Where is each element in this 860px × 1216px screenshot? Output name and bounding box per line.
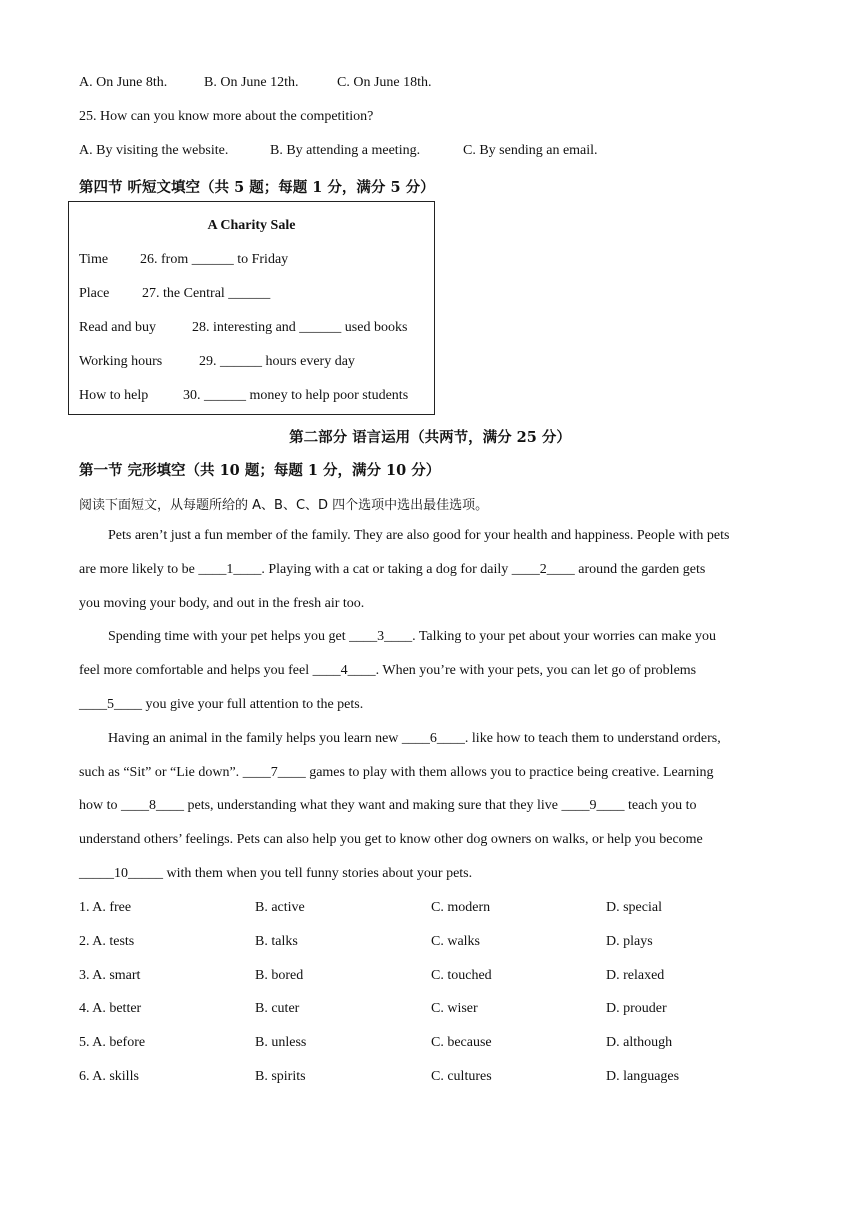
- text: games to play with them allows you to practice being creative. Learning: [305, 765, 714, 780]
- text: . Talking to your pet about your worries can make you: [412, 629, 717, 644]
- text: . Playing with a cat or taking a dog for daily: [261, 562, 512, 577]
- choice: B. unless: [255, 1035, 307, 1050]
- passage-line: you moving your body, and out in the fresh air too.: [79, 596, 365, 611]
- blank-6: ____6____: [401, 731, 465, 746]
- q25-options: [79, 143, 598, 159]
- choice: 6. A. skills: [79, 1069, 139, 1084]
- passage-line: [79, 866, 784, 882]
- row-label: How to help: [79, 388, 149, 403]
- option: B. By attending a meeting.: [270, 143, 421, 158]
- text: Having an animal in the family helps you learn new: [108, 731, 402, 746]
- q25-question: 25. How can you know more about the competition?: [79, 109, 374, 124]
- blank-3: ____3____: [349, 629, 413, 644]
- passage-line: [79, 663, 784, 679]
- passage-line: Pets aren’t just a fun member of the family. They are also good for your health and happiness. People with pets: [108, 528, 730, 543]
- choice: B. active: [255, 900, 305, 915]
- charity-row-time: [79, 252, 288, 268]
- text: how to: [79, 798, 121, 813]
- section1-heading: 第一节 完形填空（共 10 题；每题 1 分，满分 10 分）: [79, 462, 441, 479]
- choice: B. talks: [255, 934, 298, 949]
- option: C. On June 18th.: [337, 75, 432, 90]
- row-value: 28. interesting and ______ used books: [192, 320, 408, 335]
- choice: C. touched: [431, 968, 492, 983]
- row-label: Time: [79, 252, 109, 267]
- text: teach you to: [624, 798, 697, 813]
- row-label: Place: [79, 286, 110, 301]
- text: you give your full attention to the pets.: [142, 697, 364, 712]
- blank-5: ____5____: [79, 697, 142, 712]
- blank-9: ____9____: [561, 798, 625, 813]
- choice: D. prouder: [606, 1001, 667, 1016]
- blank-10: _____10_____: [79, 866, 163, 881]
- option: B. On June 12th.: [204, 75, 299, 90]
- blank-7: ____7____: [242, 765, 306, 780]
- row-value: 30. ______ money to help poor students: [183, 388, 409, 403]
- passage-line: [79, 798, 784, 814]
- blank-4: ____4____: [312, 663, 376, 678]
- row-label: Read and buy: [79, 320, 156, 335]
- row-value: 27. the Central ______: [142, 286, 271, 301]
- choice: D. although: [606, 1035, 673, 1050]
- passage-line: [79, 562, 784, 578]
- text: are more likely to be: [79, 562, 199, 577]
- choice: D. languages: [606, 1069, 680, 1084]
- text: . like how to teach them to understand orders,: [464, 731, 721, 746]
- passage-line: [108, 731, 813, 747]
- choice: C. walks: [431, 934, 480, 949]
- choice: D. relaxed: [606, 968, 665, 983]
- row-value: 26. from ______ to Friday: [140, 252, 289, 267]
- part2-heading: 第二部分 语言运用（共两节，满分 25 分）: [289, 429, 571, 446]
- row-value: 29. ______ hours every day: [199, 354, 355, 369]
- passage-line: [79, 697, 784, 713]
- text: feel more comfortable and helps you feel: [79, 663, 313, 678]
- choice: 2. A. tests: [79, 934, 135, 949]
- text: around the garden gets: [574, 562, 706, 577]
- charity-row-read-buy: [79, 320, 407, 336]
- q24-options: [79, 75, 432, 91]
- choice: B. bored: [255, 968, 304, 983]
- charity-row-place: [79, 286, 270, 302]
- instruction: 阅读下面短文，从每题所给的 A、B、C、D 四个选项中选出最佳选项。: [79, 498, 489, 513]
- choice: D. plays: [606, 934, 653, 949]
- text: such as “Sit” or “Lie down”.: [79, 765, 243, 780]
- row-label: Working hours: [79, 354, 163, 369]
- option: C. By sending an email.: [463, 143, 598, 158]
- blank-1: ____1____: [198, 562, 262, 577]
- passage-line: understand others’ feelings. Pets can also help you get to know other dog owners on walks, or help you become: [79, 832, 703, 847]
- choice: C. cultures: [431, 1069, 492, 1084]
- choice: 5. A. before: [79, 1035, 146, 1050]
- charity-title: A Charity Sale: [207, 218, 296, 233]
- choice: C. modern: [431, 900, 491, 915]
- option: A. By visiting the website.: [79, 143, 229, 158]
- option: A. On June 8th.: [79, 75, 168, 90]
- text: pets, understanding what they want and making sure that they live: [184, 798, 562, 813]
- choice: C. because: [431, 1035, 492, 1050]
- text: . When you’re with your pets, you can let go of problems: [375, 663, 697, 678]
- passage-line: [79, 765, 784, 781]
- text: Spending time with your pet helps you get: [108, 629, 350, 644]
- choice: 4. A. better: [79, 1001, 142, 1016]
- charity-row-working-hours: [79, 354, 355, 370]
- blank-8: ____8____: [121, 798, 184, 813]
- choice: D. special: [606, 900, 662, 915]
- choice: B. spirits: [255, 1069, 306, 1084]
- choice: C. wiser: [431, 1001, 478, 1016]
- choice: B. cuter: [255, 1001, 300, 1016]
- charity-sale-box: [68, 201, 435, 415]
- passage-line: [108, 629, 813, 645]
- choice: 3. A. smart: [79, 968, 141, 983]
- charity-row-how-to-help: [79, 388, 408, 404]
- section4-heading: 第四节 听短文填空（共 5 题；每题 1 分，满分 5 分）: [79, 179, 435, 196]
- text: with them when you tell funny stories about your pets.: [163, 866, 473, 881]
- choice: 1. A. free: [79, 900, 132, 915]
- blank-2: ____2____: [511, 562, 575, 577]
